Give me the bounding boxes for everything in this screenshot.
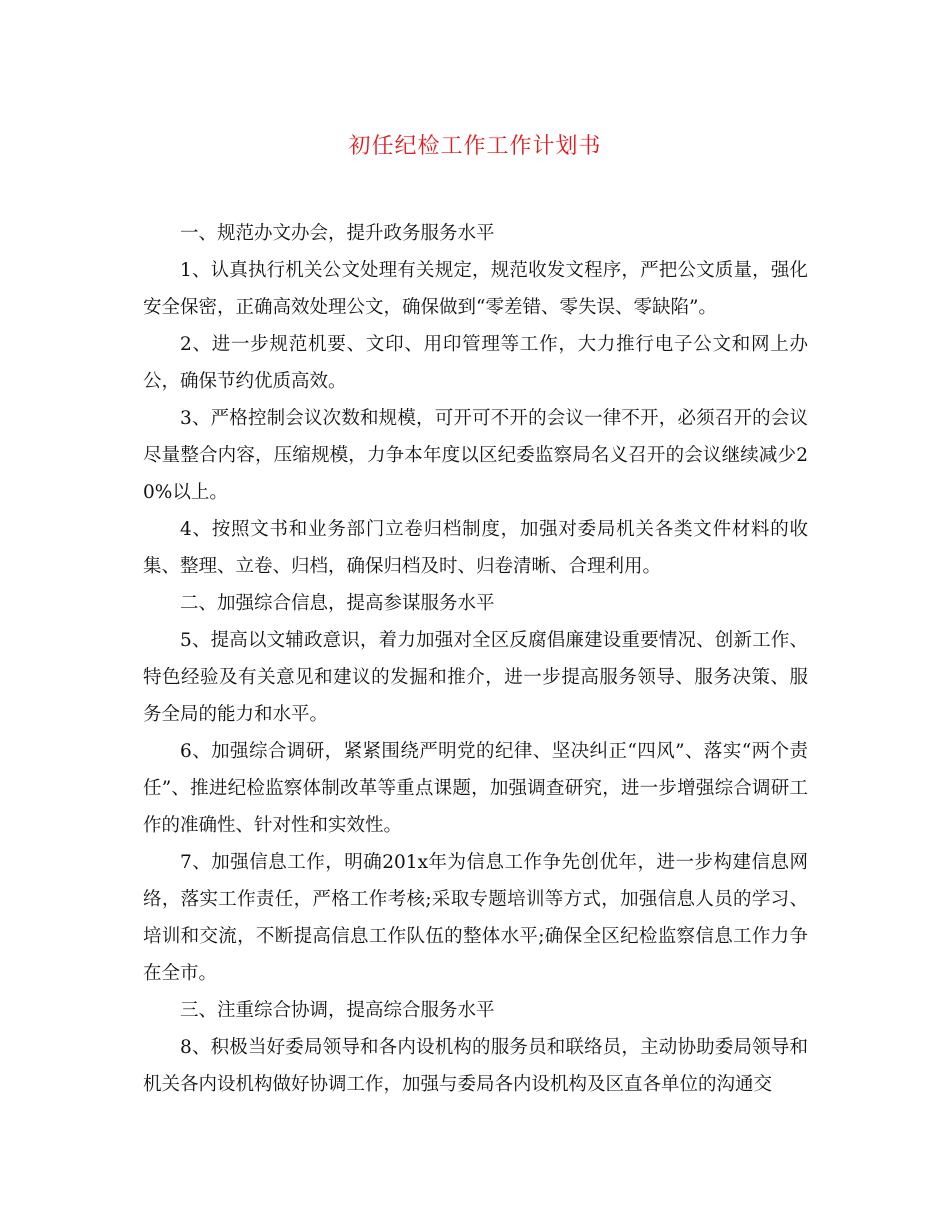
section-heading-2: 二、加强综合信息，提高参谋服务水平 <box>180 593 495 614</box>
paragraph-item-4: 4、按照文书和业务部门立卷归档制度，加强对委局机关各类文件材料的收集、整理、立卷、归档，确保归档及时、归卷清晰、合理利用。 <box>143 519 808 577</box>
paragraph-item-3: 3、严格控制会议次数和规模，可开可不开的会议一律不开，必须召开的会议尽量整合内容，压缩规模，力争本年度以区纪委监察局名义召开的会议继续减少20%以上。 <box>143 408 808 503</box>
document-body <box>143 215 808 1103</box>
paragraph-item-7: 7、加强信息工作，明确201x年为信息工作争先创优年，进一步构建信息网络，落实工作责任，严格工作考核;采取专题培训等方式，加强信息人员的学习、培训和交流，不断提高信息工作队伍的整体水平;确保全区纪检监察信息工作力争在全市。 <box>143 852 808 984</box>
section-heading-3: 三、注重综合协调，提高综合服务水平 <box>180 1000 495 1021</box>
paragraph-item-8: 8、积极当好委局领导和各内设机构的服务员和联络员，主动协助委局领导和机关各内设机构做好协调工作，加强与委局各内设机构及区直各单位的沟通交 <box>143 1037 808 1095</box>
section-heading-1: 一、规范办文办会，提升政务服务水平 <box>180 223 495 244</box>
paragraph-item-5: 5、提高以文辅政意识，着力加强对全区反腐倡廉建设重要情况、创新工作、特色经验及有关意见和建议的发掘和推介，进一步提高服务领导、服务决策、服务全局的能力和水平。 <box>143 630 808 725</box>
paragraph-item-2: 2、进一步规范机要、文印、用印管理等工作，大力推行电子公文和网上办公，确保节约优质高效。 <box>143 334 808 392</box>
paragraph-item-6: 6、加强综合调研，紧紧围绕严明党的纪律、坚决纠正“四风”、落实“两个责任”、推进纪检监察体制改革等重点课题，加强调查研究，进一步增强综合调研工作的准确性、针对性和实效性。 <box>143 741 808 836</box>
document-title: 初任纪检工作工作计划书 <box>348 134 602 159</box>
paragraph-item-1: 1、认真执行机关公文处理有关规定，规范收发文程序，严把公文质量，强化安全保密，正确高效处理公文，确保做到“零差错、零失误、零缺陷”。 <box>143 260 808 318</box>
